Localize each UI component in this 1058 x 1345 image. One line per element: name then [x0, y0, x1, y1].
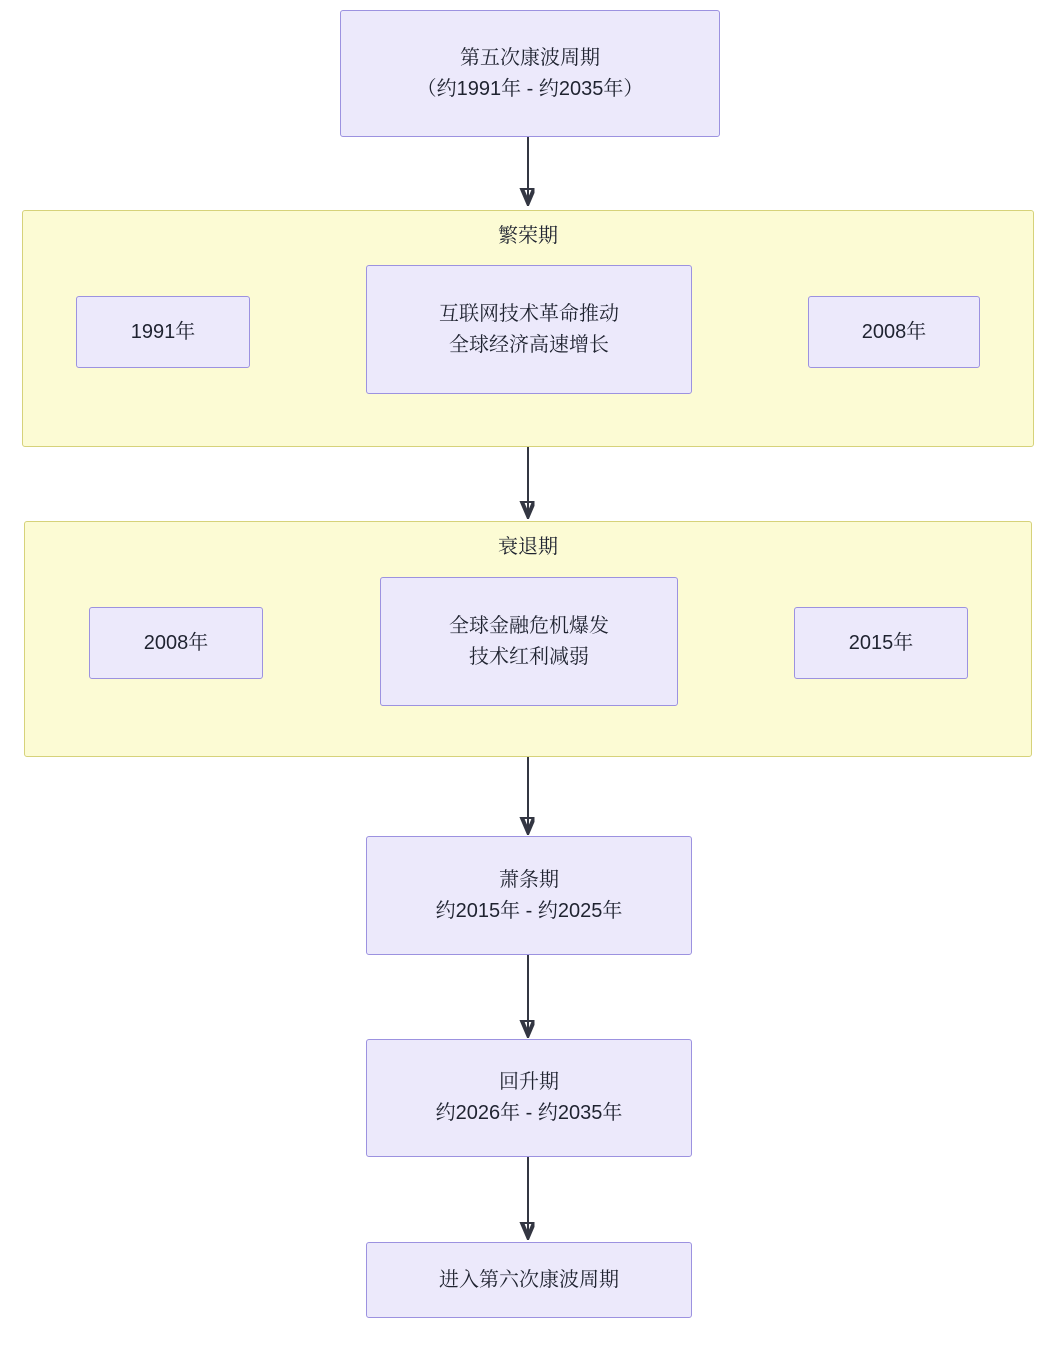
node-recovery[interactable] [366, 1039, 692, 1157]
node-recession-event-line2: 技术红利减弱 [469, 645, 589, 668]
node-prosperity-event[interactable] [366, 265, 692, 394]
node-recession-start-line1: 2008年 [143, 631, 209, 654]
node-next-cycle-line1: 进入第六次康波周期 [439, 1268, 619, 1291]
group-prosperity-title: 繁荣期 [498, 225, 558, 247]
node-recovery-line1: 回升期 [499, 1071, 559, 1093]
node-recession-event[interactable] [380, 577, 678, 706]
node-cycle-title[interactable] [340, 10, 720, 137]
node-prosperity-end[interactable] [808, 296, 980, 368]
group-recession-title: 衰退期 [498, 536, 558, 558]
node-next-cycle[interactable] [366, 1242, 692, 1318]
node-recession-event-line1: 全球金融危机爆发 [449, 614, 609, 637]
node-recovery-line2: 约2026年 - 约2035年 [435, 1102, 623, 1124]
node-prosperity-start[interactable] [76, 296, 250, 368]
node-depression[interactable] [366, 836, 692, 955]
node-prosperity-event-line2: 全球经济高速增长 [449, 333, 609, 356]
node-depression-line1: 萧条期 [499, 868, 559, 891]
node-prosperity-end-line1: 2008年 [861, 320, 927, 343]
node-depression-line2: 约2015年 - 约2025年 [435, 899, 623, 922]
node-recession-start[interactable] [89, 607, 263, 679]
node-recession-end-line1: 2015年 [848, 631, 914, 654]
node-prosperity-event-line1: 互联网技术革命推动 [439, 302, 619, 325]
node-recession-end[interactable] [794, 607, 968, 679]
node-prosperity-start-line1: 1991年 [130, 320, 196, 343]
node-cycle-title-line2: （约1991年 - 约2035年） [416, 77, 644, 100]
node-cycle-title-line1: 第五次康波周期 [460, 46, 600, 69]
